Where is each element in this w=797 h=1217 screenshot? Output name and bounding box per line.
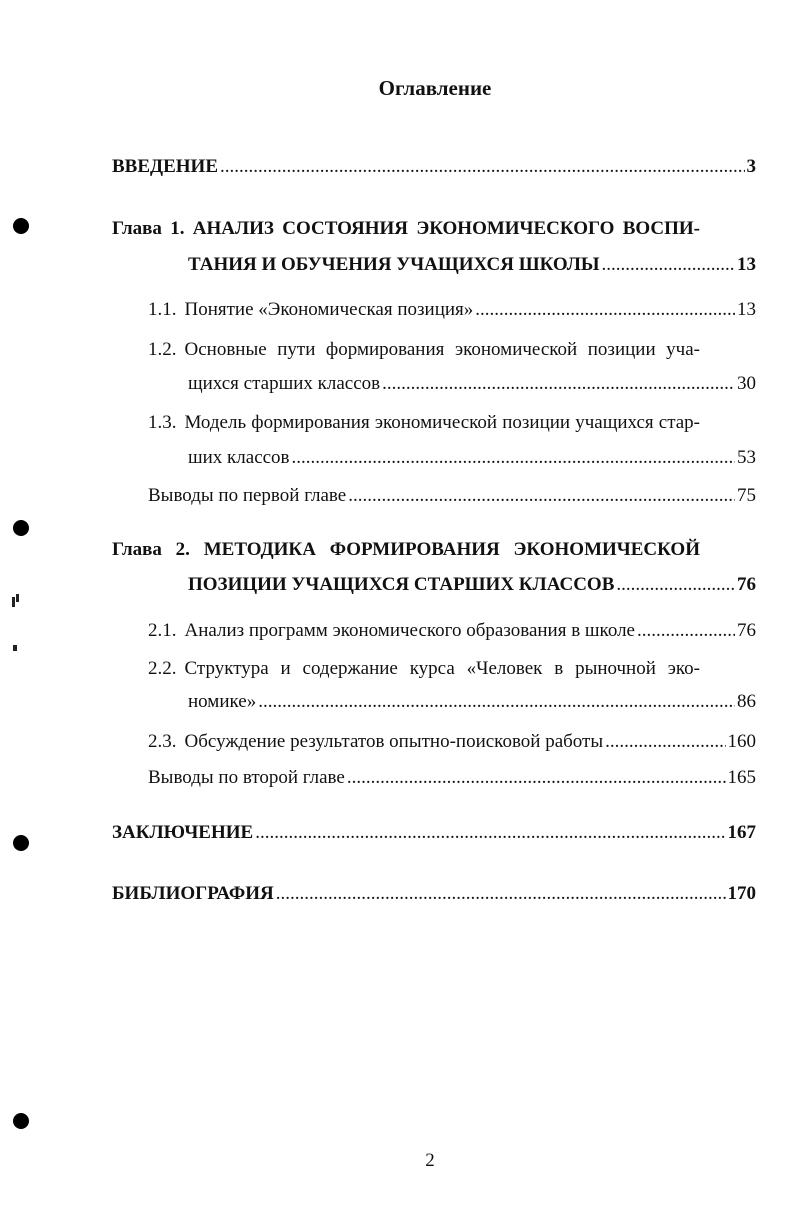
toc-entry-intro[interactable] [112,155,756,179]
section-number: 1.1. [148,299,177,320]
scan-speck [13,645,17,651]
scan-speck [16,594,19,602]
toc-entry-section-2-1[interactable] [148,619,756,643]
section-number: 2.1. [148,620,177,641]
toc-entry-label: ТАНИЯ И ОБУЧЕНИЯ УЧАЩИХСЯ ШКОЛЫ [188,254,600,275]
punch-hole [13,835,29,851]
toc-entry-label: Обсуждение результатов опытно-поисковой работы [184,731,604,752]
leader-dots [616,573,735,597]
punch-hole [13,1113,29,1129]
leader-dots [475,298,735,322]
toc-page-number: 170 [727,883,756,904]
toc-page-number: 76 [737,620,756,641]
leader-dots [347,766,726,790]
toc-entry-section-1-2[interactable] [148,338,700,362]
toc-entry-label: Понятие «Экономическая позиция» [184,299,474,320]
toc-entry-chapter1[interactable] [188,253,756,277]
toc-entry-label: щихся старших классов [188,373,381,394]
toc-entry-section-2-3[interactable] [148,730,756,754]
leader-dots [382,372,735,396]
toc-entry-label: Структура и содержание курса «Человек в рыночной эко- [184,658,700,679]
toc-entry-label: Модель формирования экономической позиции учащихся стар- [184,412,700,433]
toc-entry-chapter2[interactable] [188,573,756,597]
page-number: 2 [425,1150,435,1171]
toc-page-number: 86 [737,691,756,712]
toc-entry-label: номике» [188,691,257,712]
toc-entry-label: Анализ программ экономического образования в школе [184,620,635,641]
toc-entry-chapter2-conclusion[interactable] [148,766,756,790]
section-number: 2.2. [148,658,177,679]
leader-dots [637,619,735,643]
scan-speck [12,597,15,607]
toc-entry-label: ших классов [188,447,290,468]
toc-page-number: 167 [727,822,756,843]
toc-page-number: 13 [737,299,756,320]
toc-title: Оглавление [378,76,492,100]
toc-entry-label: ПОЗИЦИИ УЧАЩИХСЯ СТАРШИХ КЛАССОВ [188,574,615,595]
section-number: 1.2. [148,339,177,360]
leader-dots [258,690,735,714]
section-number: 2.3. [148,731,177,752]
toc-entry-conclusion[interactable] [112,821,756,845]
toc-entry-label: Выводы по второй главе [148,767,345,788]
toc-page-number: 3 [746,156,756,177]
leader-dots [292,446,735,470]
punch-hole [13,218,29,234]
toc-page-number: 76 [737,574,756,595]
toc-entry-label: Основные пути формирования экономической позиции уча- [184,339,700,360]
toc-entry-label: БИБЛИОГРАФИЯ [112,883,274,904]
toc-entry-section-1-1[interactable] [148,298,756,322]
leader-dots [220,155,745,179]
toc-entry-section-1-3[interactable] [148,411,700,435]
punch-hole [13,520,29,536]
chapter2-heading-line1[interactable]: Глава 2. МЕТОДИКА ФОРМИРОВАНИЯ ЭКОНОМИЧЕСКОЙ [112,539,700,560]
leader-dots [602,253,735,277]
toc-entry-chapter1-conclusion[interactable] [148,484,756,508]
chapter1-heading-line1[interactable]: Глава 1. АНАЛИЗ СОСТОЯНИЯ ЭКОНОМИЧЕСКОГО ВОСПИ- [112,218,700,239]
toc-page-number: 13 [737,254,756,275]
toc-entry-section-2-2[interactable] [148,657,700,681]
toc-entry-label: ЗАКЛЮЧЕНИЕ [112,822,254,843]
toc-entry-section-1-2-cont[interactable] [188,372,756,396]
toc-page-number: 75 [737,485,756,506]
toc-page-number: 30 [737,373,756,394]
toc-page-number: 160 [727,731,756,752]
leader-dots [348,484,735,508]
leader-dots [255,821,725,845]
toc-page-number: 53 [737,447,756,468]
toc-entry-label: ВВЕДЕНИЕ [112,156,218,177]
leader-dots [605,730,725,754]
toc-entry-section-2-2-cont[interactable] [188,690,756,714]
toc-entry-label: Выводы по первой главе [148,485,347,506]
leader-dots [276,882,726,906]
toc-page-number: 165 [727,767,756,788]
toc-entry-section-1-3-cont[interactable] [188,446,756,470]
section-number: 1.3. [148,412,177,433]
toc-entry-bibliography[interactable] [112,882,756,906]
